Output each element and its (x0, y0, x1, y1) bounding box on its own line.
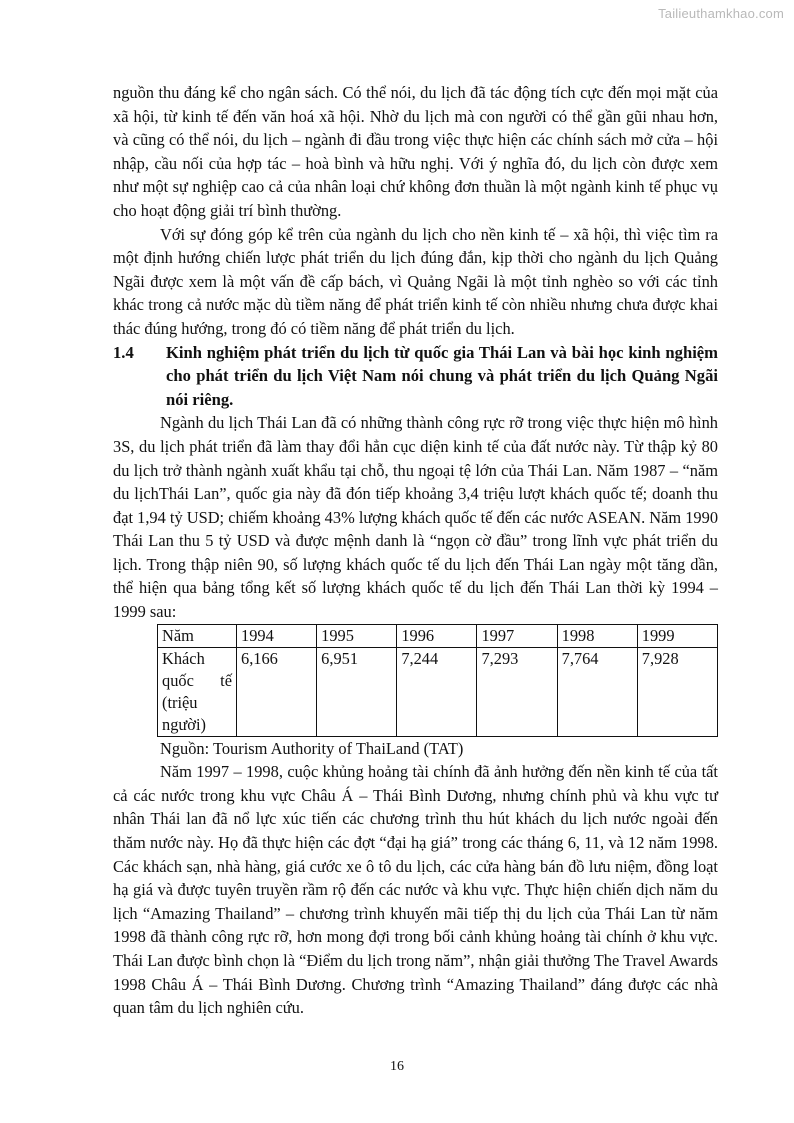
table-year-cell: 1999 (637, 624, 717, 647)
table-value-cell: 7,764 (557, 647, 637, 736)
section-title: Kinh nghiệm phát triển du lịch từ quốc gia Thái Lan và bài học kinh nghiệm cho phát triển du lịch Việt Nam nói chung và phát triển du lịch Quảng Ngãi nói riêng. (166, 342, 718, 409)
table-value-cell: 6,951 (317, 647, 397, 736)
table-header-row (158, 624, 718, 647)
table-year-cell: 1995 (317, 624, 397, 647)
table-year-cell: 1998 (557, 624, 637, 647)
table-row-label (158, 647, 237, 736)
document-body (113, 81, 718, 1020)
row-label-line: Khách (162, 648, 205, 668)
visitor-statistics-table (157, 624, 718, 737)
paragraph-thailand: Ngành du lịch Thái Lan đã có những thành công rực rỡ trong việc thực hiện mô hình 3S, du lịch phát triển đã làm thay đổi hẳn cục diện kinh tế của đất nước này. Từ thập kỷ 80 du lịch trở thành ngành xuất khẩu tại chỗ, thu ngoại tệ lớn của Thái Lan. Năm 1987 – “năm du lịchThái Lan”, quốc gia này đã đón tiếp khoảng 3,4 triệu lượt khách quốc tế; doanh thu đạt 1,94 tỷ USD; chiếm khoảng 43% lượng khách quốc tế đến các nước ASEAN. Năm 1990 Thái Lan thu 5 tỷ USD và được mệnh danh là “ngọn cờ đầu” trong lĩnh vực phát triển du lịch. Trong thập niên 90, số lượng khách quốc tế du lịch đến Thái Lan ngày một tăng dần, thể hiện qua bảng tổng kết số lượng khách quốc tế du lịch đến Thái Lan thời kỳ 1994 – 1999 sau: (113, 413, 719, 622)
paragraph-contribution: Với sự đóng góp kể trên của ngành du lịch cho nền kinh tế – xã hội, thì việc tìm ra một định hướng chiến lược phát triển du lịch đúng đắn, kịp thời cho ngành du lịch Quảng Ngãi được xem là một vấn đề cấp bách, vì Quảng Ngãi là một tỉnh nghèo so với các tỉnh khác trong cả nước mặc dù tiềm năng để phát triển kinh tế còn nhiều nhưng chưa được khai thác đúng hướng, trong đó có tiềm năng để phát triển du lịch. (113, 224, 718, 338)
table-year-cell: 1997 (477, 624, 557, 647)
section-number: 1.4 (113, 342, 134, 362)
section-heading (113, 341, 718, 412)
table-value-cell: 6,166 (237, 647, 317, 736)
row-label-line: quốc tế (162, 670, 232, 690)
table-value-cell: 7,293 (477, 647, 557, 736)
row-label-line: (triệu (162, 692, 198, 712)
table-value-cell: 7,244 (397, 647, 477, 736)
paragraph-crisis: Năm 1997 – 1998, cuộc khủng hoảng tài chính đã ảnh hưởng đến nền kinh tế của tất cả các nước trong khu vực Châu Á – Thái Bình Dương, nhưng chính phủ và khu vực tư nhân Thái lan đã nổ lực xúc tiến các chương trình thu hút khách du lịch nước ngoài đến thăm nước này. Họ đã thực hiện các đợt “đại hạ giá” trong các tháng 6, 11, và 12 năm 1998. Các khách sạn, nhà hàng, giá cước xe ô tô du lịch, các cửa hàng bán đồ lưu niệm, đồng loạt hạ giá và được tuyên truyền rầm rộ đến các nước và khu vực. Thực hiện chiến dịch năm du lịch “Amazing Thailand” – chương trình khuyến mãi tiếp thị du lịch của Thái Lan từ năm 1998 đã thành công rực rỡ, hơn mong đợi trong bối cảnh khủng hoảng tài chính ở khu vực. Thái Lan được bình chọn là “Điểm du lịch trong năm”, nhận giải thưởng The Travel Awards 1998 Châu Á – Thái Bình Dương. Chương trình “Amazing Thailand” đáng được các nhà quan tâm du lịch nghiên cứu. (113, 762, 718, 1018)
table-row (158, 647, 718, 736)
page-number: 16 (390, 1059, 404, 1074)
table-year-cell: 1996 (397, 624, 477, 647)
table-header-label: Năm (158, 624, 237, 647)
row-label-line: người) (162, 714, 206, 734)
table-source: Nguồn: Tourism Authority of ThaiLand (TAT) (160, 738, 464, 758)
watermark: Tailieuthamkhao.com (658, 6, 784, 21)
table-value-cell: 7,928 (637, 647, 717, 736)
paragraph-intro: nguồn thu đáng kể cho ngân sách. Có thể nói, du lịch đã tác động tích cực đến mọi mặt của xã hội, từ kinh tế đến văn hoá xã hội. Nhờ du lịch mà con người có thể gần gũi nhau hơn, và cũng có thể nói, du lịch – ngành đi đầu trong việc thực hiện các chính sách mở cửa – hội nhập, cầu nối của hợp tác – hoà bình và hữu nghị. Với ý nghĩa đó, du lịch còn được xem như một sự nghiệp cao cả của nhân loại chứ không đơn thuần là một ngành kinh tế phục vụ cho hoạt động giải trí bình thường. (113, 83, 718, 220)
table-year-cell: 1994 (237, 624, 317, 647)
